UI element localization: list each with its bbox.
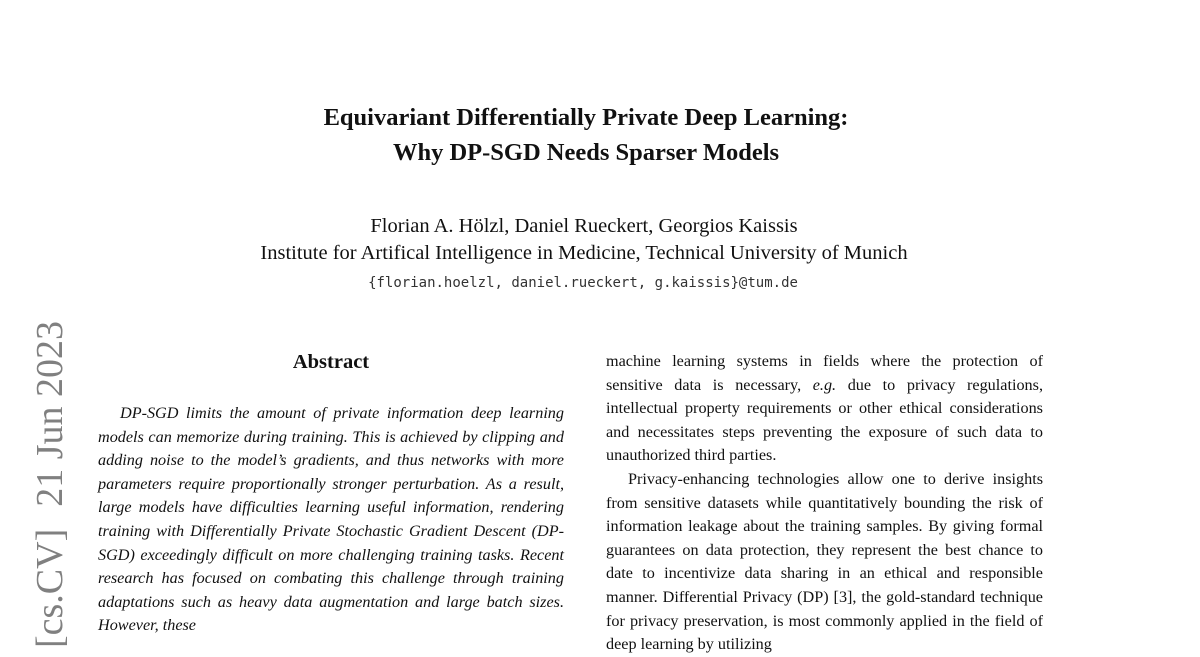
author-emails: {florian.hoelzl, daniel.rueckert, g.kaissis}@tum.de — [368, 275, 798, 291]
title-line-1: Equivariant Differentially Private Deep Learning: — [323, 104, 849, 131]
abstract-column — [98, 402, 564, 638]
abstract-heading: Abstract — [292, 351, 370, 373]
intro-paragraph-2: Privacy-enhancing technologies allow one to derive insights from sensitive datasets while quantitatively bounding the risk of information leakage about the training samples. By giving formal guarantees on data protection, they represent the best chance to date to incentivize data sharing in an ethical and responsible manner. Differential Privacy (DP) [3], the gold-standard technique for privacy preservation, is most commonly applied in the field of deep learning by utilizing — [606, 469, 1043, 654]
author-affiliation: Institute for Artifical Intelligence in Medicine, Technical University of Munich — [260, 242, 908, 264]
arxiv-date: 21 Jun 2023 — [29, 320, 71, 507]
intro-paragraph-1 — [606, 350, 1043, 468]
arxiv-category: [cs.CV] — [29, 528, 71, 648]
title-line-2: Why DP-SGD Needs Sparser Models — [392, 139, 780, 166]
arxiv-stamp — [28, 228, 72, 648]
intro-p1-after: due to privacy regulations, intellectual property requirements or other ethical considerations and necessitates steps preventing the exposure of such data to unauthorized third parties. — [606, 375, 1043, 465]
author-block — [0, 213, 1168, 267]
author-names: Florian A. Hölzl, Daniel Rueckert, Georgios Kaissis — [370, 215, 798, 237]
introduction-column — [606, 350, 1043, 657]
abstract-text: DP-SGD limits the amount of private information deep learning models can memorize during training. This is achieved by clipping and adding noise to the model’s gradients, and thus networks with more parameters require proportionally stronger perturbation. As a result, large models have difficulties learning useful information, rendering training with Differentially Private Stochastic Gradient Descent (DP-SGD) exceedingly difficult on more challenging training tasks. Recent research has focused on combating this challenge through training adaptations such as heavy data augmentation and large batch sizes. However, these — [98, 404, 564, 635]
paper-title — [0, 100, 1172, 170]
intro-p1-before: machine learning systems in fields where the protection of sensitive data is necessary, — [606, 352, 1043, 394]
intro-p1-eg: e.g. — [812, 375, 837, 394]
